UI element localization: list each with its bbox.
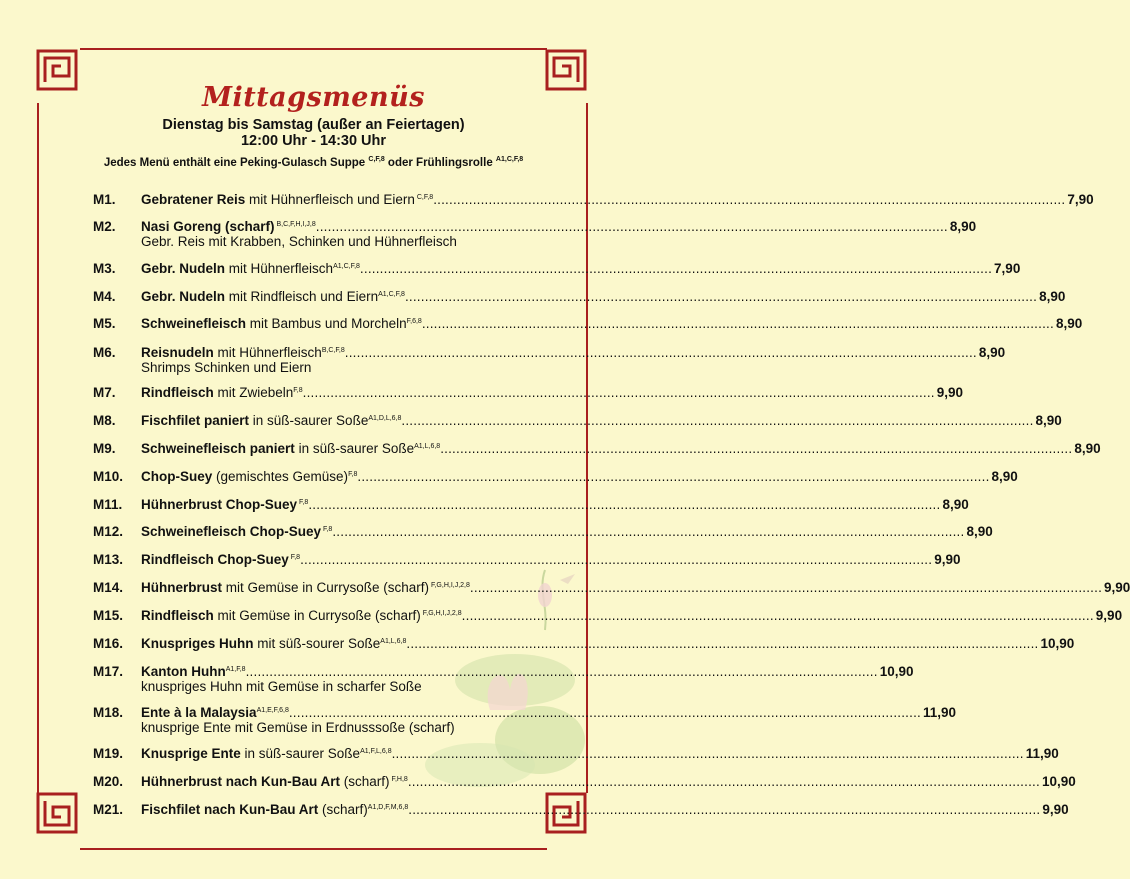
menu-item-description	[141, 774, 408, 789]
menu-item-leader-dots: ................................................................................................................................................................	[245, 664, 878, 679]
menu-item-detail: mit Zwiebeln	[213, 385, 294, 400]
menu-item-detail: mit Gemüse in Currysoße (scharf)	[213, 608, 421, 623]
menu-item-line	[141, 385, 964, 400]
menu-item-name: Reisnudeln	[141, 345, 214, 360]
menu-item-allergens: A1,L,6,8	[414, 443, 441, 450]
menu-item-name: Rindfleisch	[141, 385, 214, 400]
menu-item-price: 9,90	[936, 385, 964, 400]
menu-item-leader-dots: ................................................................................................................................................................	[406, 636, 1039, 651]
intro-roll-allergens: A1,C,F,8	[495, 156, 524, 163]
menu-item-price: 8,90	[978, 345, 1006, 360]
menu-item-price: 8,90	[949, 219, 977, 234]
menu-item-name: Gebratener Reis	[141, 192, 246, 207]
menu-item-price: 9,90	[1042, 802, 1069, 817]
frame-top-line	[80, 48, 547, 50]
menu-item-line	[141, 469, 1018, 484]
menu-item-leader-dots: ................................................................................................................................................................	[357, 469, 990, 484]
menu-item-leader-dots: ................................................................................................................................................................	[469, 580, 1103, 595]
menu-item-description	[141, 261, 360, 276]
menu-item-line	[141, 441, 1101, 456]
menu-item-allergens: A1,E,F,6,8	[256, 707, 289, 714]
menu-item-subtitle: knuspriges Huhn mit Gemüse in scharfer Soße	[141, 679, 422, 694]
menu-item-detail: in süß-saurer Soße	[294, 441, 415, 456]
menu-item-allergens: F,8	[321, 526, 333, 533]
menu-item-allergens: B,C,F,8	[321, 347, 345, 354]
menu-item-leader-dots: ................................................................................................................................................................	[302, 385, 935, 400]
menu-item-line	[141, 345, 1006, 360]
menu-item-allergens: F,8	[293, 387, 303, 394]
menu-item-code: M2.	[93, 219, 116, 234]
menu-item-description	[141, 316, 422, 331]
menu-item-leader-dots: ................................................................................................................................................................	[404, 289, 1038, 304]
menu-item-leader-dots: ................................................................................................................................................................	[300, 552, 933, 567]
menu-item-allergens: F,8	[348, 471, 358, 478]
menu-item-subtitle: knusprige Ente mit Gemüse in Erdnusssoße (scharf)	[141, 720, 455, 735]
intro-soup-text: Jedes Menü enthält eine Peking-Gulasch Suppe	[103, 157, 369, 169]
menu-item-description	[141, 802, 408, 817]
menu-item-line	[141, 774, 1076, 789]
menu-item-line	[141, 705, 957, 720]
menu-item-name: Fischfilet paniert	[141, 413, 250, 428]
menu-item-leader-dots: ................................................................................................................................................................	[440, 441, 1073, 456]
menu-item-leader-dots: ................................................................................................................................................................	[461, 608, 1094, 623]
menu-item-price: 11,90	[1025, 746, 1059, 761]
menu-item-allergens: A1,D,F,M,6,8	[367, 804, 409, 811]
menu-item-name: Fischfilet nach Kun-Bau Art	[141, 802, 319, 817]
menu-item-leader-dots: ................................................................................................................................................................	[359, 261, 993, 276]
menu-item-price: 8,90	[942, 497, 969, 512]
menu-item-leader-dots: ................................................................................................................................................................	[408, 802, 1041, 817]
menu-item-name: Kanton Huhn	[141, 664, 226, 679]
menu-item-code: M1.	[93, 192, 116, 207]
menu-item-description	[141, 608, 462, 623]
menu-item-line	[141, 497, 969, 512]
menu-item-code: M20.	[93, 774, 124, 789]
menu-item-price: 7,90	[1067, 192, 1094, 207]
menu-item-leader-dots: ................................................................................................................................................................	[344, 345, 977, 360]
menu-item-description	[141, 219, 316, 234]
menu-item-code: M4.	[93, 289, 116, 304]
menu-item-description	[141, 385, 303, 400]
menu-item-code: M11.	[93, 497, 123, 512]
menu-item-code: M19.	[93, 746, 124, 761]
menu-item-allergens: A1,D,L,6,8	[368, 415, 402, 422]
menu-item-line	[141, 608, 1123, 623]
menu-item-line	[141, 746, 1059, 761]
menu-item-line	[141, 316, 1083, 331]
menu-item-code: M17.	[93, 664, 124, 679]
menu-item-price: 8,90	[1055, 316, 1083, 331]
menu-item-detail: mit Gemüse in Currysoße (scharf)	[222, 580, 430, 595]
menu-item-subtitle: Gebr. Reis mit Krabben, Schinken und Hühnerfleisch	[141, 234, 457, 249]
menu-item-line	[141, 524, 993, 539]
menu-item-code: M18.	[93, 705, 124, 720]
menu-item-allergens: F,G,H,I,J,2,8	[420, 610, 462, 617]
menu-item-line	[141, 192, 1094, 207]
lotus-decoration	[420, 560, 585, 810]
menu-item-detail: in süß-saurer Soße	[249, 413, 369, 428]
menu-item-detail: mit Hühnerfleisch	[213, 345, 322, 360]
menu-item-line	[141, 413, 1062, 428]
menu-item-price: 8,90	[1074, 441, 1101, 456]
menu-item-description	[141, 289, 405, 304]
menu-item-line	[141, 636, 1075, 651]
menu-item-name: Knuspriges Huhn	[141, 636, 254, 651]
menu-item-name: Knusprige Ente	[141, 746, 241, 761]
menu-item-code: M6.	[93, 345, 116, 360]
menu-item-leader-dots: ................................................................................................................................................................	[308, 497, 941, 512]
menu-item-leader-dots: ................................................................................................................................................................	[407, 774, 1040, 789]
menu-item-price: 9,90	[934, 552, 961, 567]
menu-item-detail: in süß-saurer Soße	[240, 746, 361, 761]
menu-item-detail: mit Hühnerfleisch	[225, 261, 334, 276]
menu-item-leader-dots: ................................................................................................................................................................	[315, 219, 948, 234]
menu-item-name: Schweinefleisch	[141, 316, 247, 331]
menu-item-allergens: A1,L,6,8	[380, 638, 407, 645]
menu-item-price: 8,90	[1035, 413, 1062, 428]
menu-item-code: M8.	[93, 413, 116, 428]
menu-item-code: M12.	[93, 524, 124, 539]
menu-item-name: Schweinefleisch paniert	[141, 441, 295, 456]
menu-item-allergens: F,6,8	[406, 318, 422, 325]
menu-item-description	[141, 345, 345, 360]
menu-item-name: Nasi Goreng (scharf)	[141, 219, 275, 234]
menu-item-name: Schweinefleisch Chop-Suey	[141, 524, 322, 539]
menu-item-price: 10,90	[1040, 636, 1075, 651]
menu-item-price: 9,90	[1104, 580, 1130, 595]
menu-item-detail: mit Hühnerfleisch und Eiern	[245, 192, 415, 207]
menu-item-allergens: F,8	[297, 499, 309, 506]
menu-item-leader-dots: ................................................................................................................................................................	[288, 705, 921, 720]
menu-item-allergens: A1,C,F,8	[333, 263, 360, 270]
corner-ornament-bottom-left	[37, 793, 77, 833]
menu-item-name: Hühnerbrust	[141, 580, 222, 595]
menu-item-leader-dots: ................................................................................................................................................................	[401, 413, 1034, 428]
menu-title: Mittagsmenüs	[202, 82, 425, 113]
menu-item-line	[141, 219, 977, 234]
menu-item-description	[141, 746, 392, 761]
menu-item-allergens: B,C,F,H,I,J,8	[274, 221, 316, 228]
menu-item-allergens: A1,F,L,6,8	[360, 748, 392, 755]
menu-item-leader-dots: ................................................................................................................................................................	[433, 192, 1066, 207]
menu-item-leader-dots: ................................................................................................................................................................	[332, 524, 965, 539]
menu-item-code: M10.	[93, 469, 124, 484]
intro-roll-text: oder Frühlingsrolle	[384, 157, 496, 169]
menu-item-detail: (gemischtes Gemüse)	[212, 469, 349, 484]
menu-item-name: Chop-Suey	[141, 469, 213, 484]
menu-item-allergens: F,G,H,I,J,2,8	[429, 582, 470, 589]
intro-line	[0, 157, 627, 169]
menu-item-description	[141, 192, 433, 207]
menu-item-line	[141, 664, 914, 679]
menu-item-line	[141, 289, 1066, 304]
menu-item-description	[141, 469, 357, 484]
menu-item-code: M16.	[93, 636, 124, 651]
menu-item-name: Rindfleisch Chop-Suey	[141, 552, 289, 567]
menu-item-name: Ente à la Malaysia	[141, 705, 257, 720]
menu-item-description	[141, 664, 246, 679]
menu-item-line	[141, 802, 1069, 817]
days-line: Dienstag bis Samstag (außer an Feiertagen)	[162, 117, 465, 133]
menu-item-price: 10,90	[879, 664, 914, 679]
menu-item-line	[141, 552, 961, 567]
frame-bottom-line	[80, 848, 547, 850]
menu-item-detail: (scharf)	[340, 774, 390, 789]
intro-soup-allergens: C,F,8	[368, 156, 385, 163]
menu-item-name: Hühnerbrust nach Kun-Bau Art	[141, 774, 340, 789]
menu-item-price: 8,90	[991, 469, 1018, 484]
menu-item-price: 8,90	[966, 524, 993, 539]
menu-item-price: 11,90	[922, 705, 957, 720]
menu-item-line	[141, 580, 1130, 595]
menu-item-detail: mit Rindfleisch und Eiern	[225, 289, 379, 304]
menu-item-leader-dots: ................................................................................................................................................................	[421, 316, 1054, 331]
menu-item-allergens: F,H,8	[389, 776, 408, 783]
menu-item-line	[141, 261, 1021, 276]
menu-item-price: 7,90	[994, 261, 1021, 276]
menu-item-name: Gebr. Nudeln	[141, 289, 226, 304]
menu-item-name: Hühnerbrust Chop-Suey	[141, 497, 298, 512]
menu-item-code: M5.	[93, 316, 116, 331]
hours-line: 12:00 Uhr - 14:30 Uhr	[240, 133, 387, 149]
menu-item-allergens: F,8	[288, 554, 301, 561]
menu-item-description	[141, 705, 289, 720]
menu-item-allergens: A1,C,F,8	[378, 291, 405, 298]
menu-item-code: M13.	[93, 552, 124, 567]
menu-item-name: Rindfleisch	[141, 608, 214, 623]
menu-item-description	[141, 580, 470, 595]
menu-item-code: M9.	[93, 441, 116, 456]
menu-item-detail: (scharf)	[318, 802, 368, 817]
menu-item-description	[141, 441, 440, 456]
menu-item-subtitle: Shrimps Schinken und Eiern	[141, 360, 312, 375]
menu-item-name: Gebr. Nudeln	[141, 261, 226, 276]
menu-item-allergens: A1,F,8	[225, 666, 246, 673]
menu-item-code: M21.	[93, 802, 124, 817]
menu-item-price: 9,90	[1095, 608, 1123, 623]
menu-item-description	[141, 552, 300, 567]
menu-item-allergens: C,F,8	[414, 194, 434, 201]
menu-item-leader-dots: ................................................................................................................................................................	[391, 746, 1024, 761]
menu-item-description	[141, 524, 332, 539]
frame-left-line	[37, 103, 39, 793]
menu-item-code: M15.	[93, 608, 124, 623]
menu-item-price: 10,90	[1041, 774, 1076, 789]
menu-item-code: M7.	[93, 385, 116, 400]
menu-item-detail: mit süß-sourer Soße	[253, 636, 381, 651]
menu-item-description	[141, 413, 401, 428]
menu-item-code: M14.	[93, 580, 124, 595]
menu-item-description	[141, 636, 406, 651]
menu-item-detail: mit Bambus und Morcheln	[246, 316, 407, 331]
menu-item-price: 8,90	[1039, 289, 1066, 304]
menu-item-code: M3.	[93, 261, 116, 276]
menu-item-description	[141, 497, 308, 512]
